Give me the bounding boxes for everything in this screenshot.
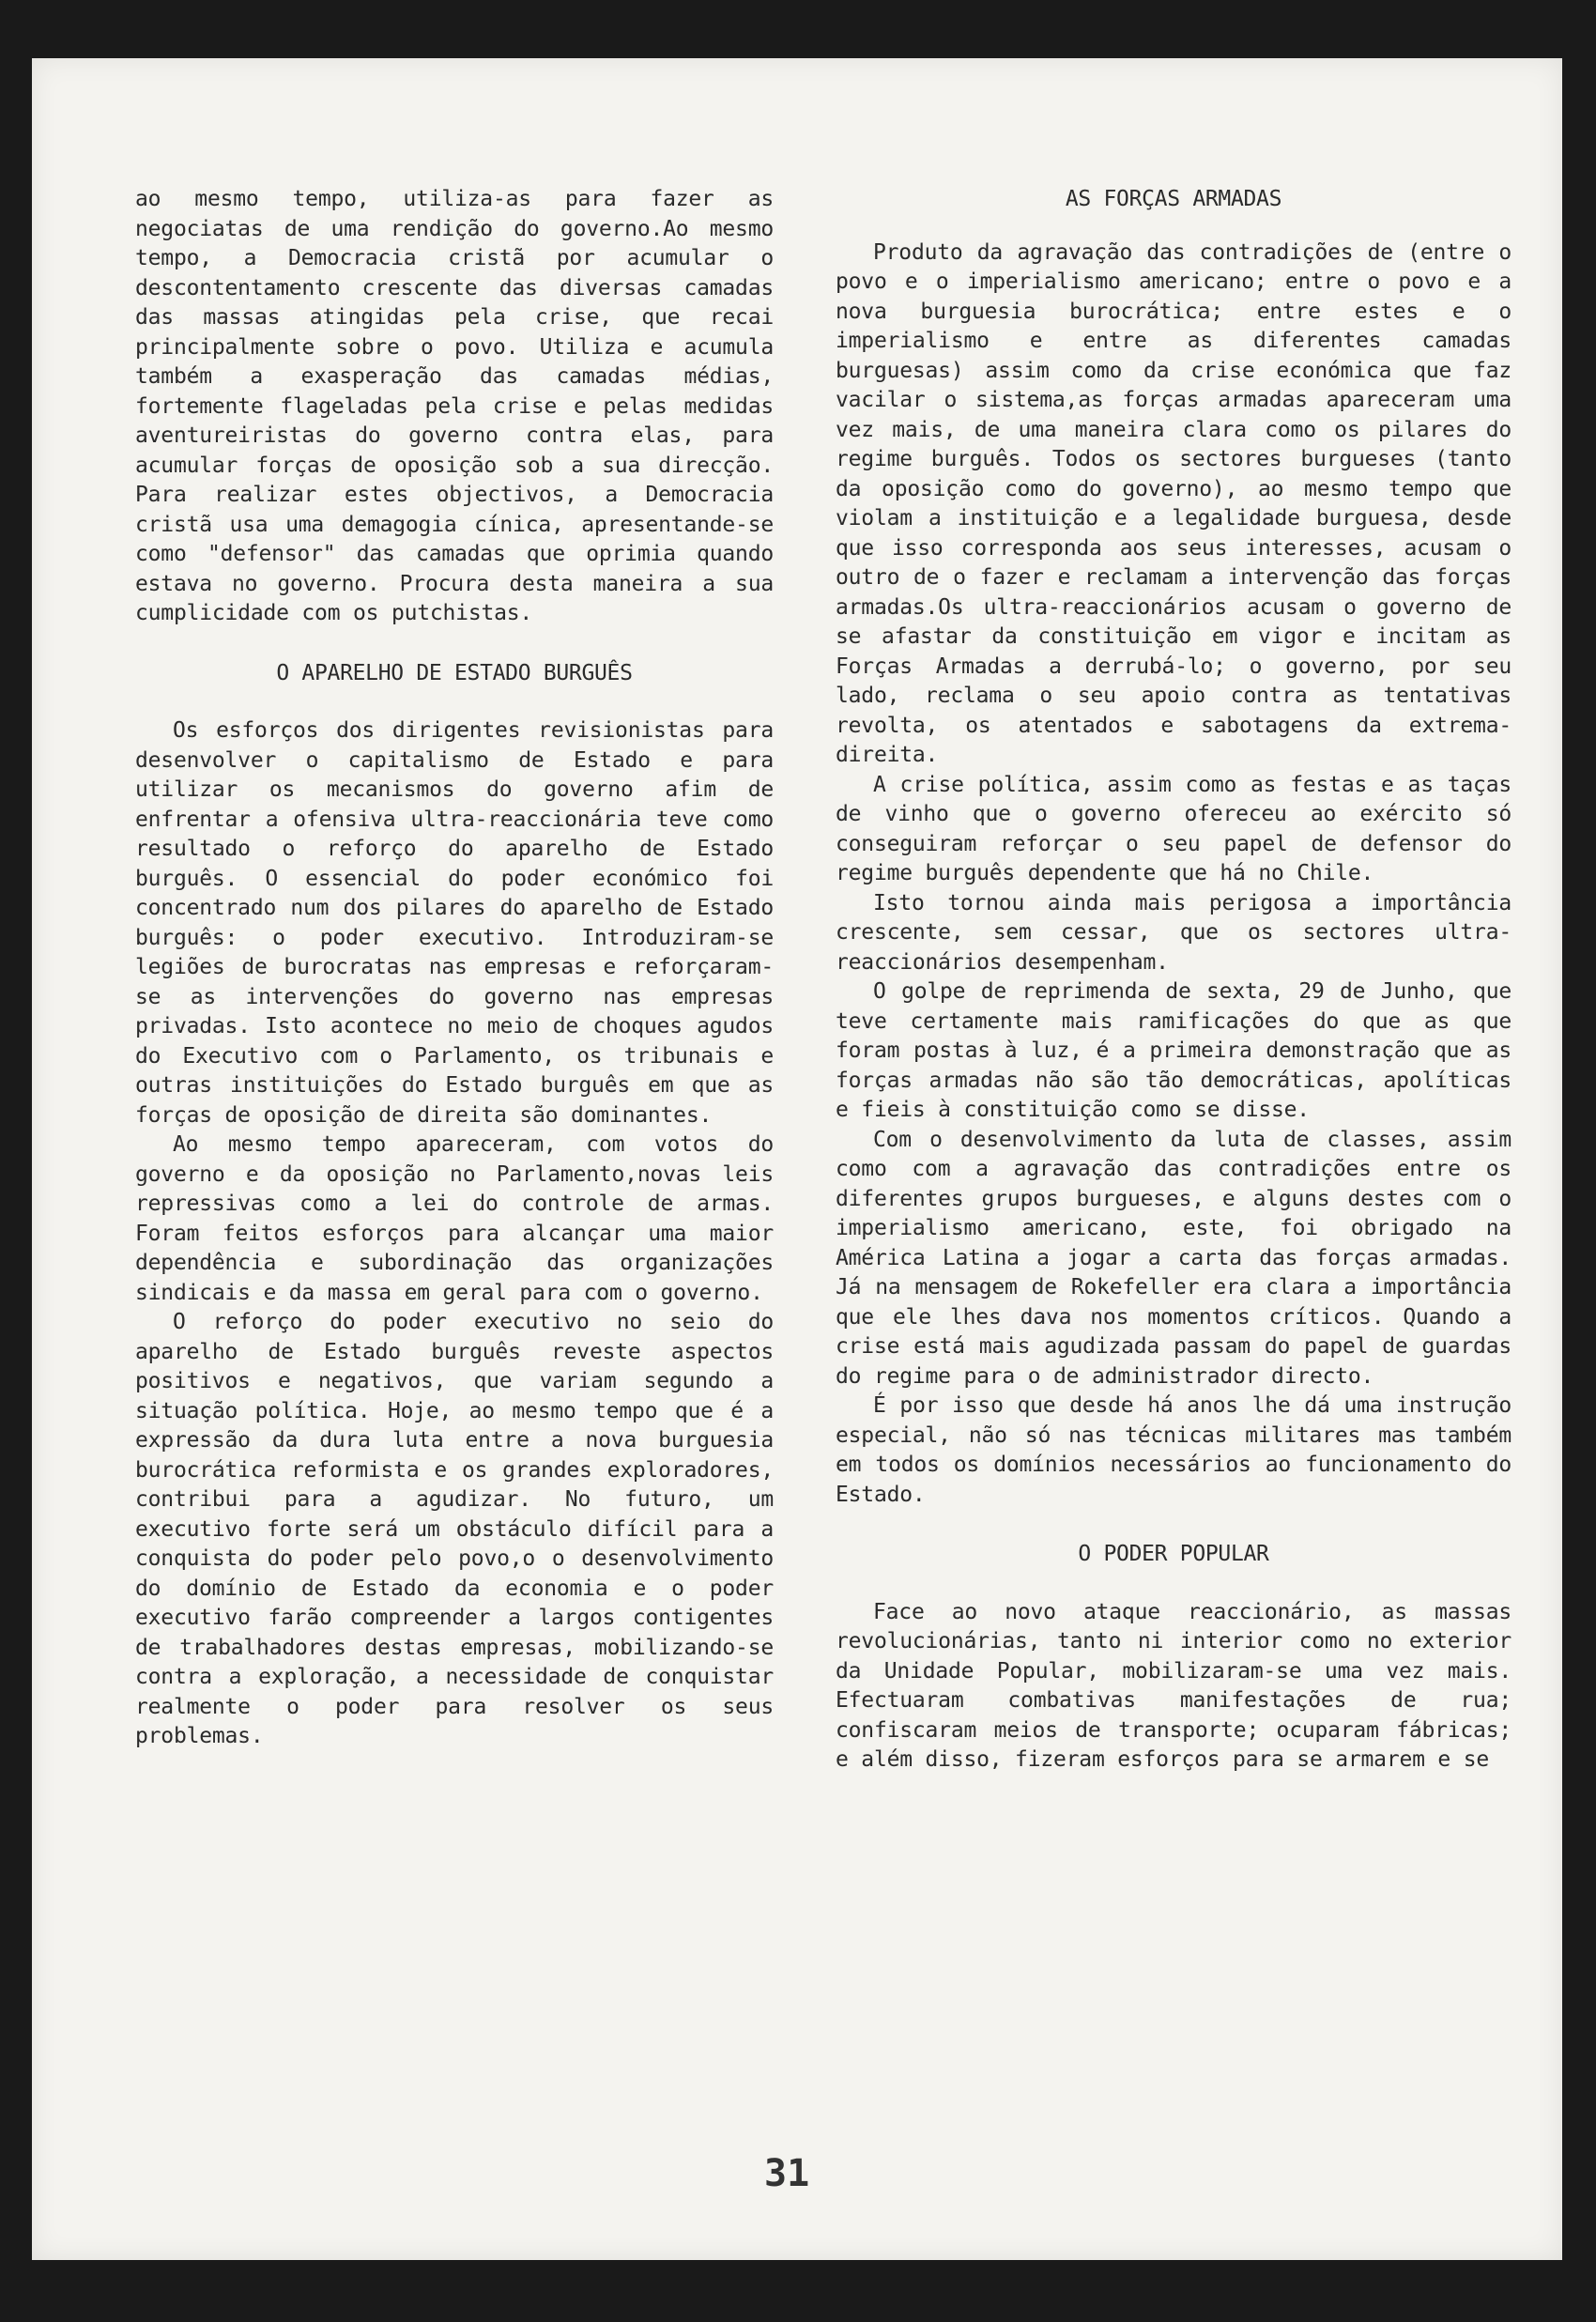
right-paragraph-1: Produto da agravação das contradições de (entre o povo e o imperialismo americano; entre o povo e a nova burguesia burocrática; entre estes e o imperialismo e entre as diferentes camadas burguesas) assim como da crise económica que faz vacilar o sistema,as forças armadas apareceram uma vez mais, de uma maneira clara como os pilares do regime burguês. Todos os sectores burgueses (tanto da oposição como do governo), ao mesmo tempo que violam a instituição e a legalidade burguesa, desde que isso corresponda aos seus interesses, acusam o outro de o fazer e reclamam a intervenção das forças armadas.Os ultra-reaccionários acusam o governo de se afastar da constituição em vigor e incitam as Forças Armadas a derrubá-lo; o governo, por seu lado, reclama o seu apoio contra as tentativas revolta, os atentados e sabotagens da extrema-direita. [836,239,1512,767]
section-heading-forcas-armadas: AS FORÇAS ARMADAS [1065,187,1282,211]
right-paragraph-4: O golpe de reprimenda de sexta, 29 de Junho, que teve certamente mais ramificações do que as que foram postas à luz, é a primeira demonstração que as forças armadas não são tão democráticas, apolíticas e fieis à constituição como se disse. [836,979,1512,1122]
right-column [836,185,1512,1776]
right-paragraph-2: A crise política, assim como as festas e as taças de vinho que o governo ofereceu ao exército só conseguiram reforçar o seu papel de defensor do regime burguês dependente que há no Chile. [836,772,1512,885]
document-page [32,58,1562,2260]
left-paragraph-3: O reforço do poder executivo no seio do aparelho de Estado burguês reveste aspectos positivos e negativos, que variam segundo a situação política. Hoje, ao mesmo tempo que é a expressão da dura luta entre a nova burguesia burocrática reformista e os grandes exploradores, contribui para a agudizar. No futuro, um executivo forte será um obstáculo difícil para a conquista do poder pelo povo,o o desenvolvimento do domínio de Estado da economia e o poder executivo farão compreender a largos contigentes de trabalhadores destas empresas, mobilizando-se contra a exploração, a necessidade de conquistar realmente o poder para resolver os seus problemas. [135,1310,774,1748]
section-heading-aparelho: O APARELHO DE ESTADO BURGUÊS [276,660,633,685]
page-number: 31 [764,2152,810,2195]
section-heading-poder-popular: O PODER POPULAR [1078,1542,1269,1566]
left-paragraph-1: Os esforços dos dirigentes revisionistas para desenvolver o capitalismo de Estado e para utilizar os mecanismos do governo afim de enfrentar a ofensiva ultra-reaccionária teve como resultado o reforço do aparelho de Estado burguês. O essencial do poder económico foi concentrado num dos pilares do aparelho de Estado burguês: o poder executivo. Introduziram-se legiões de burocratas nas empresas e reforçaram-se as intervenções do governo nas empresas privadas. Isto acontece no meio de choques agudos do Executivo com o Parlamento, os tribunais e outras instituições do Estado burguês em que as forças de oposição de direita são dominantes. [135,718,774,1128]
left-column [135,185,774,1752]
right-paragraph-7: Face ao novo ataque reaccionário, as massas revolucionárias, tanto ni interior como no exterior da Unidade Popular, mobilizaram-se uma vez mais. Efectuaram combativas manifestações de rua; confiscaram meios de transporte; ocuparam fábricas; e além disso, fizeram esforços para se armarem e se [836,1599,1512,1772]
right-paragraph-3: Isto tornou ainda mais perigosa a importância crescente, sem cessar, que os sectores ultra-reaccionários desempenham. [836,890,1512,975]
right-paragraph-6: É por isso que desde há anos lhe dá uma instrução especial, não só nas técnicas militares mas também em todos os domínios necessários ao funcionamento do Estado. [836,1393,1512,1507]
right-paragraph-5: Com o desenvolvimento da luta de classes, assim como com a agravação das contradições entre os diferentes grupos burgueses, e alguns destes com o imperialismo americano, este, foi obrigado na América Latina a jogar a carta das forças armadas. Já na mensagem de Rokefeller era clara a importância que ele lhes dava nos momentos críticos. Quando a crise está mais agudizada passam do papel de guardas do regime para o de administrador directo. [836,1127,1512,1389]
left-paragraph-2: Ao mesmo tempo apareceram, com votos do governo e da oposição no Parlamento,novas leis repressivas como a lei do controle de armas. Foram feitos esforços para alcançar uma maior dependência e subordinação das organizações sindicais e da massa em geral para com o governo. [135,1132,774,1305]
left-intro-paragraph: ao mesmo tempo, utiliza-as para fazer as negociatas de uma rendição do governo.Ao mesmo tempo, a Democracia cristã por acumular o descontentamento crescente das diversas camadas das massas atingidas pela crise, que recai principalmente sobre o povo. Utiliza e acumula também a exasperação das camadas médias, fortemente flageladas pela crise e pelas medidas aventureiristas do governo contra elas, para acumular forças de oposição sob a sua direcção. Para realizar estes objectivos, a Democracia cristã usa uma demagogia cínica, apresentande-se como "defensor" das camadas que oprimia quando estava no governo. Procura desta maneira a sua cumplicidade com os putchistas. [135,187,774,625]
